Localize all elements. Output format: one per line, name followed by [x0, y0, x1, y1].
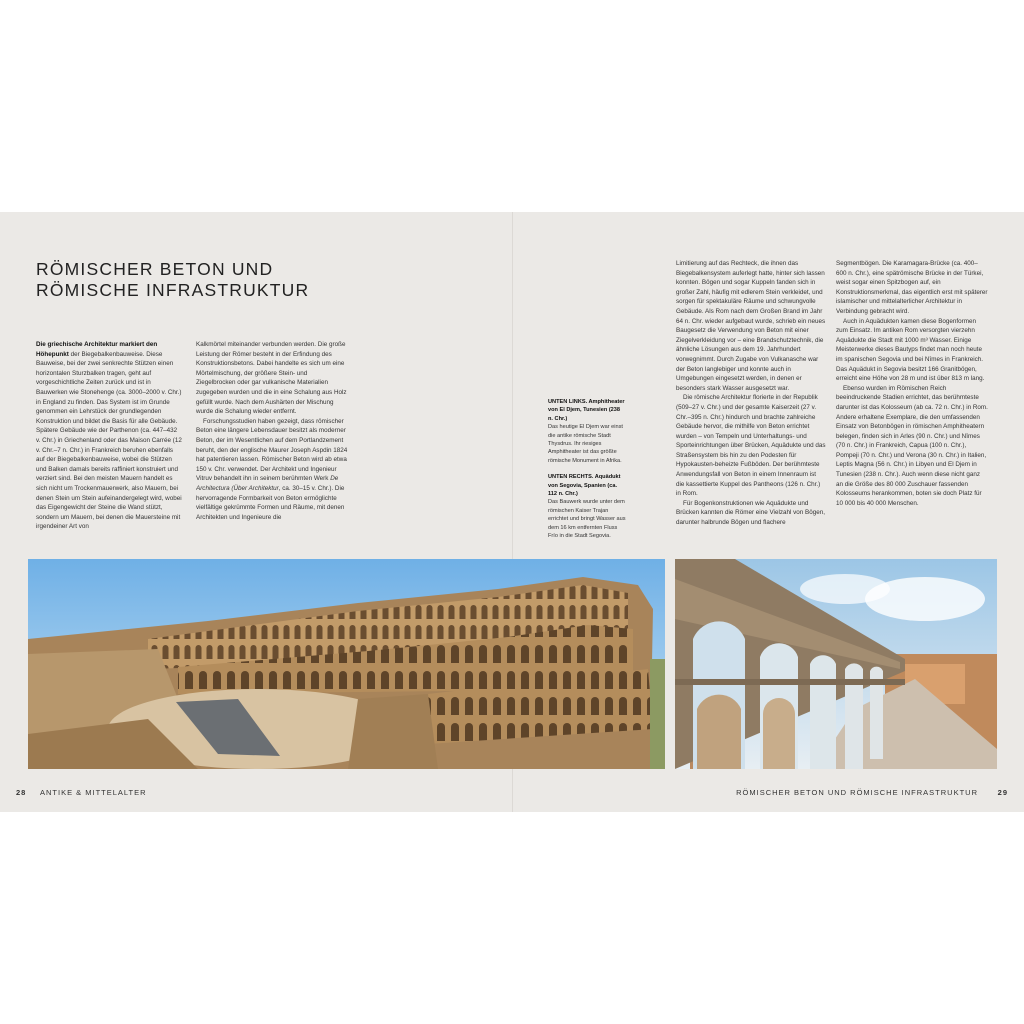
- body-paragraph: [36, 340, 183, 532]
- text-column-2: [196, 340, 348, 546]
- body-paragraph: Limitierung auf das Rechteck, die ihnen das Biegebalkensystem auferlegt hatte, hinter sich lassen konnten. Bögen und sogar Kuppeln fanden sich in großer Zahl, häufig mit edlerem Stein verkleidet, und sorgen für spektakuläre Räume und schwungvolle Gebäude. Als Rom nach dem Großen Brand im Jahr 64 n. Chr. wieder aufgebaut wurde, schrieb ein neues Baugesetz die Verwendung von Beton mit einer Ziegelverkleidung vor – eine Brandschutztechnik, die ähnliche Lösungen aus dem 19. Jahrhundert vorwegnimmt. Durch Zugabe von Vulkanasche war der Beton langlebiger und konnte auch in Umgebungen eingesetzt werden, in denen er besonders stark Wasser ausgesetzt war.: [676, 260, 826, 392]
- body-paragraph: [196, 417, 348, 523]
- caption-body: Das Bauwerk wurde unter dem römischen Kaiser Trajan errichtet und bringt Wasser aus dem 16 km entfernten Fluss Frío in die Stadt Segovia.: [548, 499, 626, 540]
- book-title-italic: De Architectura (Über Architektur: [196, 475, 339, 492]
- text-column-4: [836, 259, 988, 546]
- amphitheater-photo: [28, 559, 665, 769]
- body-paragraph: Für Bogenkonstruktionen wie Aquädukte und Brücken kannten die Römer eine Vielzahl von Bögen, darunter halbrunde Bögen und flachere: [676, 499, 826, 527]
- body-paragraph: Kalkmörtel miteinander verbunden werden. Die große Leistung der Römer besteht in der Erfindung des Konstruktionsbetons. Dabei handelte es sich um eine Mörtelmischung, der größere Stein- und Ziegelbrocken oder gar vulkanische Materialien zugegeben wurden und die in eine Schalung aus Holz gefüllt wurde. Nach dem Aushärten der Mischung wurde die Schalung wieder entfernt.: [196, 341, 347, 416]
- page-title: [36, 259, 366, 301]
- body-paragraph: Ebenso wurden im Römischen Reich beeindruckende Stadien errichtet, das berühmteste darunter ist das Kolosseum (ab ca. 72 n. Chr.) in Rom. Andere erhaltene Exemplare, die den umfassenden Einsatz von Betonbögen in römischen Amphitheatern belegen, finden sich in Arles (90 n. Chr.) und Nîmes (70 n. Chr.) in Frankreich, Capua (100 n. Chr.), Pompeji (70 n. Chr.) und Verona (30 n. Chr.) in Italien, Leptis Magna (56 n. Chr.) in Libyen und El Djem in Tunesien (238 n. Chr.). Auch wenn diese nicht ganz an die Größe des 80 000 Zuschauer fassenden Kolosseums herankommen, boten sie doch Platz für 10 000 bis 40 000 Menschen.: [836, 384, 988, 507]
- title-line-2: RÖMISCHE INFRASTRUKTUR: [36, 280, 310, 300]
- body-paragraph: Auch in Aquädukten kamen diese Bogenformen zum Einsatz. Im antiken Rom versorgten vierzehn Aquädukte die Stadt mit 1000 m³ Wasser. Einige Meisterwerke dieses Bautyps findet man noch heute im spanischen Segovia und bei Nîmes in Frankreich. Das Aquädukt in Segovia besitzt 166 Granitbögen, erreicht eine Höhe von 28 m und ist über 813 m lang.: [836, 317, 985, 383]
- image-captions: [548, 398, 626, 549]
- title-line-1: RÖMISCHER BETON UND: [36, 259, 274, 279]
- body-paragraph: Die römische Architektur florierte in der Republik (509–27 v. Chr.) und der gesamte Kaiserzeit (27 v. Chr.–395 n. Chr.) hindurch und brachte zahlreiche Gebäude hervor, die mithilfe von Beton errichtet wurden – von Tempeln und Unterhaltungs- und Sporteinrichtungen über Brücken, Aquädukte und das Straßensystem bis hin zu den Podesten für Hypokausten-beheizte Fußböden. Der berühmteste Anwendungsfall von Beton in einem Innenraum ist die kassettierte Kuppel des Pantheons (126 n. Chr.) in Rom.: [676, 394, 826, 498]
- paragraph-text: der Biegebalkenbauweise. Diese Bauweise, bei der zwei senkrechte Stützen einen horizontalen Sturzbalken tragen, geht auf vorgeschichtliche Zeiten zurück und ist in Bauwerken wie Stonehenge (ca. 3000–2000 v. Chr.) in England zu finden. Das System ist im Grunde genommen ein Lehrstück der grundlegenden Konstruktion und bildet die Basis für alle Gebäude. Spätere Gebäude wie der Parthenon (ca. 447–432 v. Chr.) in Griechenland oder das Maison Carrée (12 v. Chr.–7 n. Chr.) in Frankreich beruhen ebenfalls auf der Biegebalkenbauweise, wobei die Stützen und Balken damals bereits raffiniert konstruiert und verziert sind. Bei den meisten Mauern handelt es sich nicht um Trockenmauerwerk, also Mauern, bei denen Stein um Stein aufeinandergelegt wird, wobei das Eigengewicht der Steine die Wand stützt, sondern um Mauern, bei denen die Mauersteine mit irgendeiner Art von: [36, 350, 182, 531]
- text-column-1: [36, 340, 183, 546]
- lead-in: Die griechische Architektur markiert den Höhepunkt: [36, 341, 158, 358]
- running-head-right: RÖMISCHER BETON UND RÖMISCHE INFRASTRUKTUR: [736, 788, 978, 797]
- aqueduct-illustration: [675, 559, 997, 769]
- running-head-left: ANTIKE & MITTELALTER: [40, 788, 147, 797]
- body-paragraph: Segmentbögen. Die Karamagara-Brücke (ca. 400–600 n. Chr.), eine spätrömische Brücke in der Türkei, weist sogar einen Spitzbogen auf, ein Konstruktionsmerkmal, das eigentlich erst mit späterer islamischer und mittelalterlicher Architektur in Verbindung gebracht wird.: [836, 260, 988, 315]
- text-column-3: [676, 259, 826, 546]
- page-number-right: 29: [997, 788, 1008, 797]
- page-number-left: 28: [16, 788, 27, 797]
- caption-body: Das heutige El Djem war einst die antike römische Stadt Thysdrus. Ihr riesiges Amphitheater ist das größte römische Monument in Afrika.: [548, 424, 623, 464]
- amphitheater-illustration: [28, 559, 665, 769]
- aqueduct-photo: [675, 559, 997, 769]
- paragraph-text: Forschungsstudien haben gezeigt, dass römischer Beton eine längere Lebensdauer besitzt als moderner Beton, der im Wesentlichen auf dem Portlandzement beruht, den der englische Maurer Joseph Aspdin 1824 hat patentieren lassen. Römischer Beton wird ab etwa 150 v. Chr. verwendet. Der Architekt und Ingenieur Vitruv behandelt ihn in seinem berühmten Werk: [196, 417, 348, 483]
- paragraph-text: , ca. 30–15 v. Chr.). Die hervorragende Formbarkeit von Beton ermöglichte vielfältige gekrümmte Formen und Räume, mit denen Architekten und Ingenieure die: [196, 484, 345, 521]
- caption-heading: UNTEN RECHTS. Aquädukt von Segovia, Spanien (ca. 112 n. Chr.): [548, 474, 621, 498]
- caption-heading: UNTEN LINKS. Amphitheater von El Djem, Tunesien (238 n. Chr.): [548, 399, 625, 422]
